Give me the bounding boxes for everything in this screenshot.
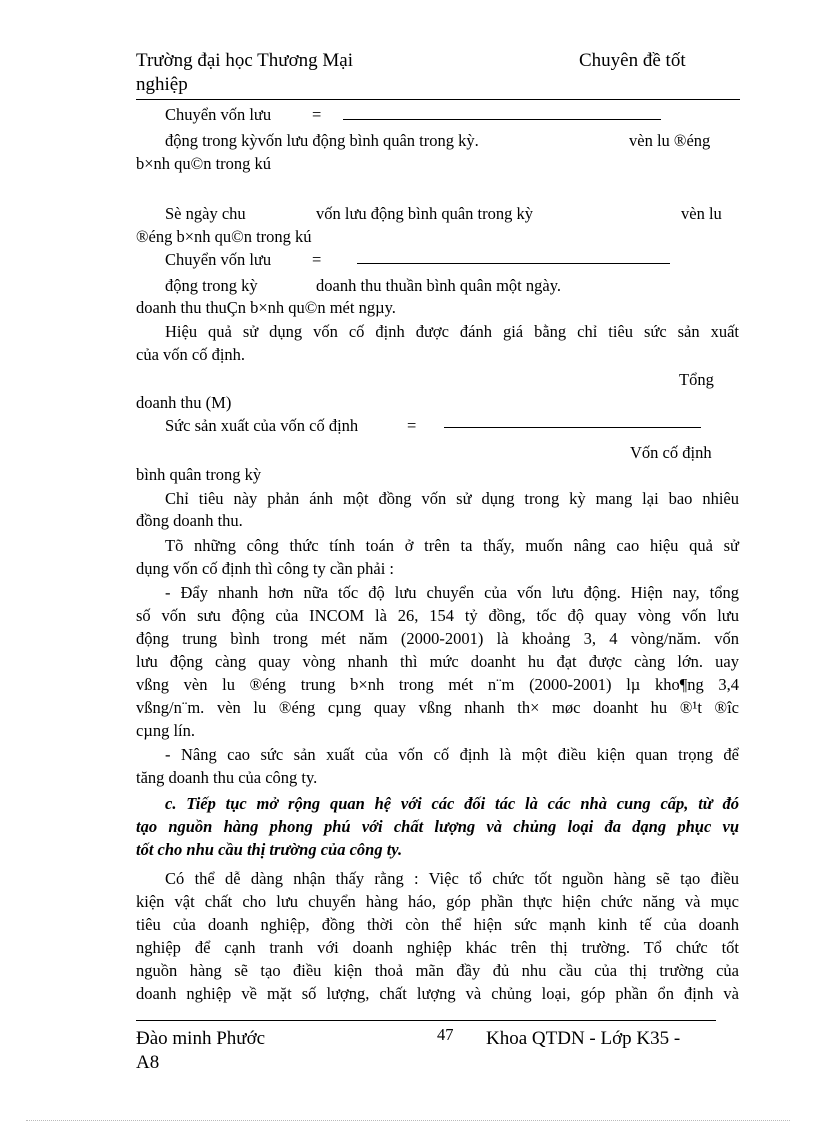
footer-author: Đào minh Phước: [136, 1028, 266, 1049]
body-line: đồng doanh thu.: [136, 511, 243, 530]
body-line: số vốn sưu động của INCOM là 26, 154 tỷ đồng, tốc độ quay vòng vốn lưu: [136, 606, 739, 625]
body-line: doanh nghiệp về mặt số lượng, chất lượng và chủng loại, góp phần ổn định và: [136, 984, 739, 1003]
body-line: doanh thu thuÇn b×nh qu©n mét ngµy.: [136, 298, 396, 317]
body-line: vßng/n¨m. vèn lu ®éng cµng quay vßng nhanh th× møc doanht hu ®¹t ®îc: [136, 698, 739, 717]
body-line: Tõ những công thức tính toán ở trên ta thấy, muốn nâng cao hiệu quả sử: [165, 536, 739, 555]
section-heading: tốt cho nhu cầu thị trường của công ty.: [136, 840, 403, 859]
formula-equals: =: [407, 416, 417, 435]
body-line: - Nâng cao sức sản xuất của vốn cố định là một điều kiện quan trọng để: [165, 745, 739, 764]
body-line: doanh thu (M): [136, 393, 232, 412]
body-line: cµng lín.: [136, 721, 195, 740]
fraction-line: [444, 427, 701, 428]
body-line: kiện vật chất cho lưu chuyển hàng háo, góp phần thực hiện chức năng và mục: [136, 892, 739, 911]
body-line: - Đẩy nhanh hơn nữa tốc độ lưu chuyển của vốn lưu động. Hiện nay, tổng: [165, 583, 739, 602]
body-line: vèn lu ®éng: [629, 131, 711, 150]
footer-faculty: Khoa QTDN - Lớp K35 -: [486, 1028, 681, 1049]
body-line: động trong kỳ: [165, 276, 258, 295]
formula-label: Sức sản xuất của vốn cố định: [165, 416, 359, 435]
header-doc-type-cont: nghiệp: [136, 74, 188, 95]
body-line: của vốn cố định.: [136, 345, 246, 364]
fraction-line: [357, 263, 670, 264]
header-doc-type: Chuyên đề tốt: [579, 50, 686, 71]
body-line: tiêu của doanh nghiệp, đồng thời còn thể hiện sức mạnh kinh tế của doanh: [136, 915, 739, 934]
body-line: động trung bình trong mét năm (2000-2001) là khoảng 3, 4 vòng/năm. vốn: [136, 629, 739, 648]
section-heading: c. Tiếp tục mở rộng quan hệ với các đối tác là các nhà cung cấp, từ đó: [165, 794, 739, 813]
body-line: dụng vốn cố định thì công ty cần phải :: [136, 559, 394, 578]
section-heading: tạo nguồn hàng phong phú với chất lượng và chủng loại đa dạng phục vụ: [136, 817, 739, 836]
formula-label: Chuyển vốn lưu: [165, 105, 272, 124]
body-line: lưu động càng quay vòng nhanh thì mức doanht hu đạt được càng lớn. uay: [136, 652, 739, 671]
body-line: nghiệp để cạnh tranh với doanh nghiệp khác trên thị trường. Tổ chức tốt: [136, 938, 739, 957]
body-line: doanh thu thuần bình quân một ngày.: [316, 276, 562, 295]
page-edge-divider: [26, 1120, 790, 1121]
fraction-line: [343, 119, 661, 120]
formula-equals: =: [312, 250, 322, 269]
body-line: Vốn cố định: [630, 443, 712, 462]
body-line: Hiệu quả sử dụng vốn cố định được đánh giá bằng chỉ tiêu sức sản xuất: [165, 322, 739, 341]
body-line: tăng doanh thu của công ty.: [136, 768, 318, 787]
footer-author-cont: A8: [136, 1052, 160, 1073]
body-line: động trong kỳvốn lưu động bình quân trong kỳ.: [165, 131, 479, 150]
body-line: Tổng: [679, 370, 714, 389]
formula-equals: =: [312, 105, 322, 124]
header-rule: [136, 99, 740, 100]
formula-label: Chuyển vốn lưu: [165, 250, 272, 269]
body-line: Chỉ tiêu này phản ánh một đồng vốn sử dụng trong kỳ mang lại bao nhiêu: [165, 489, 739, 508]
body-line: vốn lưu động bình quân trong kỳ: [316, 204, 534, 223]
footer-rule: [136, 1020, 716, 1021]
header-school: Trường đại học Thương Mại: [136, 50, 353, 71]
body-line: Có thể dễ dàng nhận thấy rằng : Việc tổ chức tốt nguồn hàng sẽ tạo điều: [165, 869, 739, 888]
body-line: bình quân trong kỳ: [136, 465, 262, 484]
body-line: vèn lu: [681, 204, 722, 223]
body-line: vßng vèn lu ®éng trung b×nh trong mét n¨m (2000-2001) lµ kho¶ng 3,4: [136, 675, 739, 694]
body-line: ®éng b×nh qu©n trong kú: [136, 227, 312, 246]
page-number: 47: [437, 1025, 454, 1044]
body-line: Sè ngày chu: [165, 204, 246, 223]
body-line: b×nh qu©n trong kú: [136, 154, 272, 173]
body-line: nguồn hàng sẽ tạo điều kiện thoả mãn đầy đủ nhu cầu của thị trường của: [136, 961, 739, 980]
